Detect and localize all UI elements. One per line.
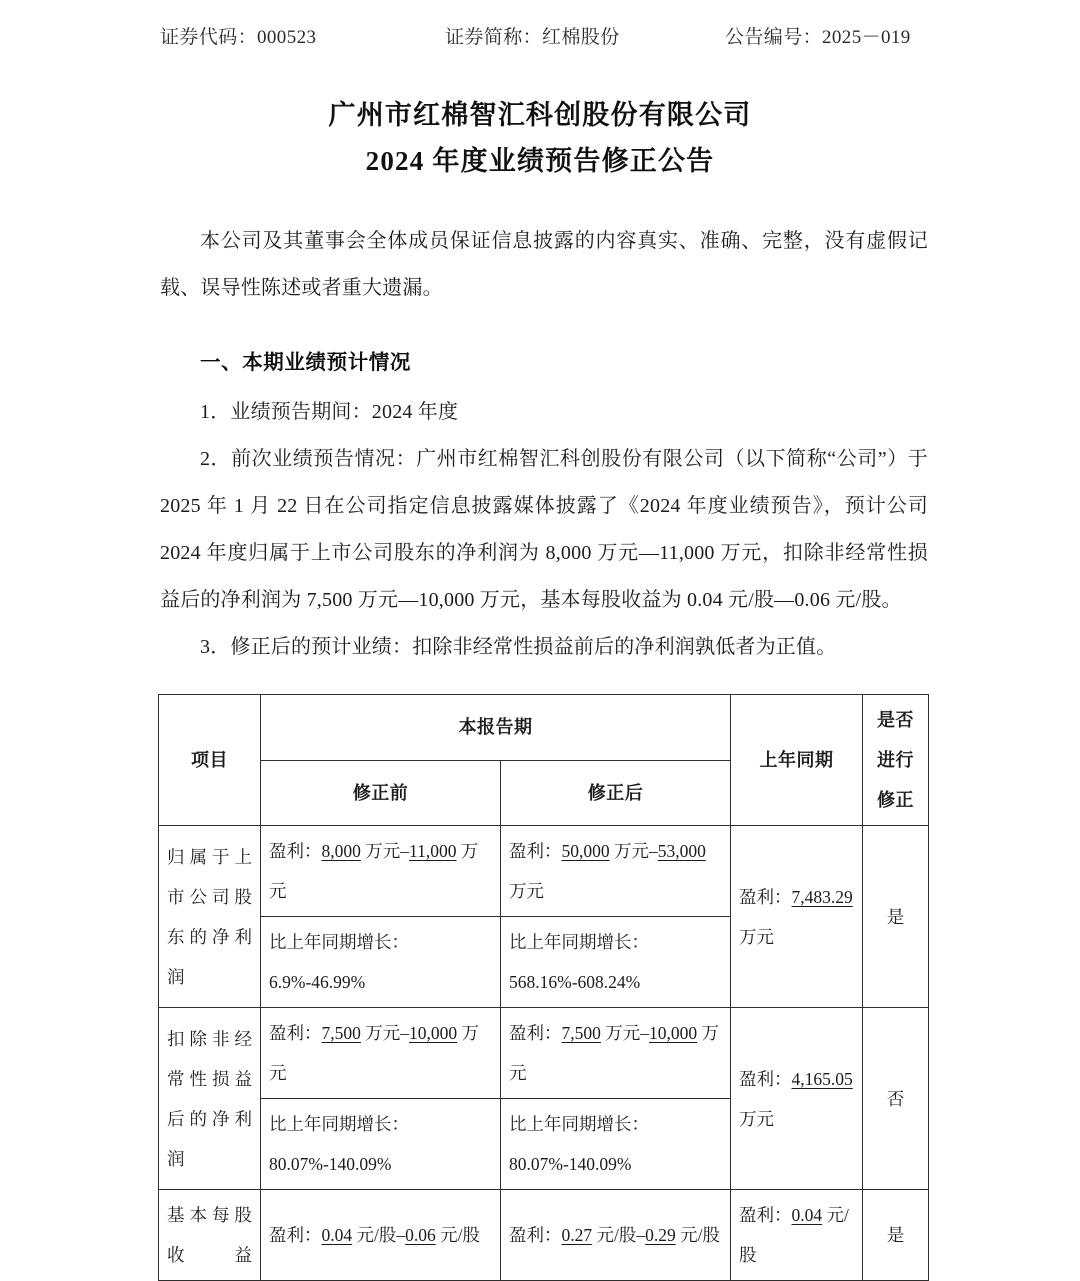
document-header <box>160 22 930 49</box>
table-header-row-1 <box>159 695 929 761</box>
cell-is-revised: 否 <box>863 1008 929 1190</box>
prior-prefix: 盈利： <box>739 886 792 907</box>
cell-after-amount <box>501 1190 731 1281</box>
amount-high: 10,000 <box>409 1023 458 1043</box>
header-after-revision: 修正后 <box>501 760 731 826</box>
amount-prefix: 盈利： <box>509 1023 562 1043</box>
row-label-net-profit: 归属于上市公司股东的净利润 <box>159 826 261 1008</box>
prior-suffix: 万元 <box>739 1108 774 1129</box>
header-current-period: 本报告期 <box>261 695 731 761</box>
previous-forecast-item: 2．前次业绩预告情况：广州市红棉智汇科创股份有限公司（以下简称“公司”）于 2025 年 1 月 22 日在公司指定信息披露媒体披露了《2024 年度业绩预告》，预计公司 2024 年度归属于上市公司股东的净利润为 8,000 万元—11,000 万元，扣除非经常性损益后的净利润为 7,500 万元—10,000 万元，基本每股收益为 0.04 元/股—0.06 元/股。 <box>160 448 928 611</box>
cell-is-revised: 是 <box>863 1190 929 1281</box>
cell-before-amount <box>261 1190 501 1281</box>
amount-prefix: 盈利： <box>509 841 562 861</box>
amount-prefix: 盈利： <box>269 841 322 861</box>
row-label-net-profit-excl-nonrecurring: 扣除非经常性损益后的净利润 <box>159 1008 261 1190</box>
amount-prefix: 盈利： <box>269 1023 322 1043</box>
row-label-basic-eps: 基本每股收益 <box>159 1190 261 1281</box>
header-item: 项目 <box>159 695 261 826</box>
header-prior-period: 上年同期 <box>731 695 863 826</box>
forecast-period-item: 1．业绩预告期间：2024 年度 <box>200 401 459 423</box>
amount-suffix: 万元 <box>269 841 479 901</box>
amount-low: 7,500 <box>321 1023 361 1043</box>
financial-forecast-table-wrapper <box>158 694 928 1281</box>
prior-value: 0.04 <box>791 1205 823 1225</box>
amount-suffix: 万元 <box>509 881 544 901</box>
cell-after-amount <box>501 1008 731 1099</box>
amount-mid: 万元– <box>360 1023 409 1043</box>
security-short-name: 证券简称：红棉股份 <box>445 27 620 48</box>
amount-suffix: 元/股 <box>435 1225 480 1245</box>
amount-suffix: 万元 <box>269 1023 479 1083</box>
amount-mid: 万元– <box>600 1023 649 1043</box>
document-title <box>0 92 1080 184</box>
section-heading-one: 一、本期业绩预计情况 <box>200 352 411 374</box>
financial-forecast-table <box>158 694 929 1281</box>
amount-low: 50,000 <box>561 841 610 861</box>
header-is-revised: 是否进行修正 <box>863 695 929 826</box>
prior-prefix: 盈利： <box>739 1205 792 1225</box>
amount-mid: 元/股– <box>592 1225 646 1245</box>
table-row <box>159 826 929 917</box>
prior-suffix: 元/股 <box>739 1205 849 1265</box>
prior-suffix: 万元 <box>739 926 774 947</box>
amount-low: 0.27 <box>561 1225 593 1245</box>
cell-prior-period <box>731 1008 863 1190</box>
amount-high: 0.29 <box>645 1225 676 1245</box>
amount-mid: 万元– <box>360 841 409 861</box>
prior-value: 7,483.29 <box>791 886 853 907</box>
cell-after-growth: 比上年同期增长：568.16%-608.24% <box>501 917 731 1008</box>
amount-low: 7,500 <box>561 1023 601 1043</box>
amount-low: 8,000 <box>321 841 361 861</box>
announcement-number: 公告编号：2025－019 <box>725 27 911 48</box>
amount-high: 53,000 <box>657 841 706 861</box>
cell-before-amount <box>261 1008 501 1099</box>
table-row <box>159 1190 929 1281</box>
disclaimer-paragraph: 本公司及其董事会全体成员保证信息披露的内容真实、准确、完整，没有虚假记载、误导性陈述或者重大遗漏。 <box>160 230 928 299</box>
cell-after-amount <box>501 826 731 917</box>
revised-forecast-item: 3．修正后的预计业绩：扣除非经常性损益前后的净利润孰低者为正值。 <box>200 636 837 658</box>
amount-prefix: 盈利： <box>269 1225 322 1245</box>
cell-is-revised: 是 <box>863 826 929 1008</box>
company-name-title: 广州市红棉智汇科创股份有限公司 <box>328 100 752 130</box>
amount-low: 0.04 <box>321 1225 353 1245</box>
security-code: 证券代码：000523 <box>160 27 317 48</box>
document-body <box>160 218 928 671</box>
amount-mid: 万元– <box>609 841 658 861</box>
amount-suffix: 万元 <box>509 1023 719 1083</box>
amount-high: 11,000 <box>409 841 457 861</box>
cell-after-growth: 比上年同期增长：80.07%-140.09% <box>501 1099 731 1190</box>
cell-before-growth: 比上年同期增长：80.07%-140.09% <box>261 1099 501 1190</box>
amount-high: 10,000 <box>649 1023 698 1043</box>
cell-prior-period <box>731 826 863 1008</box>
prior-value: 4,165.05 <box>791 1068 853 1089</box>
cell-before-amount <box>261 826 501 917</box>
header-before-revision: 修正前 <box>261 760 501 826</box>
cell-prior-period <box>731 1190 863 1281</box>
announcement-title: 2024 年度业绩预告修正公告 <box>365 146 715 176</box>
amount-high: 0.06 <box>405 1225 436 1245</box>
table-row <box>159 1008 929 1099</box>
amount-mid: 元/股– <box>352 1225 406 1245</box>
amount-suffix: 元/股 <box>675 1225 720 1245</box>
cell-before-growth: 比上年同期增长：6.9%-46.99% <box>261 917 501 1008</box>
amount-prefix: 盈利： <box>509 1225 562 1245</box>
prior-prefix: 盈利： <box>739 1068 792 1089</box>
